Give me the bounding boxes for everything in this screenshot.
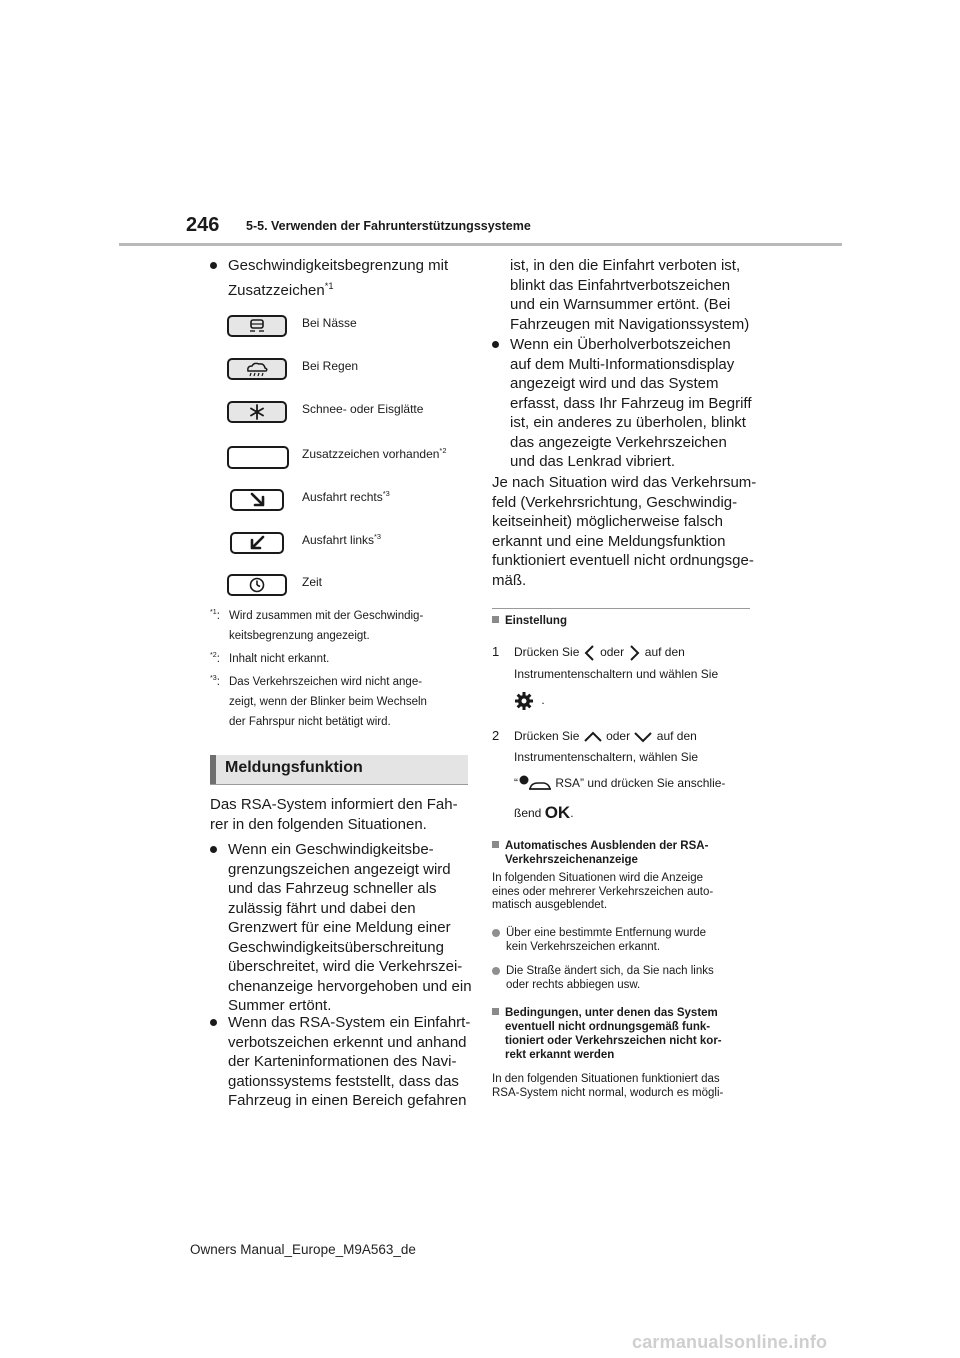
rsa-car-icon bbox=[518, 774, 552, 794]
bullet-line: ist, ein anderes zu überholen, blinkt bbox=[510, 414, 746, 431]
step-text: oder bbox=[600, 645, 625, 659]
step-text: auf den bbox=[644, 645, 685, 659]
footnote-line: Inhalt nicht erkannt. bbox=[229, 653, 330, 665]
bullet-line: und ein Warnsummer ertönt. (Bei bbox=[510, 296, 731, 313]
footnote-line: zeigt, wenn der Blinker beim Wechseln bbox=[229, 696, 427, 708]
item-line: Die Straße ändert sich, da Sie nach links bbox=[506, 965, 714, 977]
step-number: 2 bbox=[492, 728, 500, 743]
heading-text: rekt erkannt werden bbox=[505, 1049, 615, 1061]
bullet-no-entry-continued bbox=[492, 256, 749, 334]
heading-text: eventuell nicht ordnungsgemäß funk- bbox=[505, 1021, 711, 1033]
step-text: . bbox=[570, 806, 574, 820]
snowflake-icon bbox=[229, 403, 285, 421]
para-line: In den folgenden Situationen funktioniert das bbox=[492, 1073, 720, 1085]
circle-bullet-icon bbox=[492, 967, 500, 975]
auto-hide-item bbox=[492, 927, 706, 954]
sign-label-with-ref bbox=[302, 490, 390, 504]
chevron-up-icon bbox=[583, 730, 603, 744]
bullet-line: Summer ertönt. bbox=[228, 997, 332, 1014]
sign-label: Bei Regen bbox=[302, 359, 359, 373]
section-heading-text: Meldungsfunktion bbox=[225, 759, 363, 776]
item-line: oder rechts abbiegen usw. bbox=[506, 978, 641, 991]
para-line: Je nach Situation wird das Verkehrsum- bbox=[492, 474, 757, 491]
page-number: 246 bbox=[186, 214, 220, 236]
step-text: Drücken Sie bbox=[514, 645, 580, 659]
heading-text: tioniert oder Verkehrszeichen nicht kor- bbox=[505, 1035, 722, 1047]
heading-text: Verkehrszeichenanzeige bbox=[505, 854, 638, 866]
sign-label: Bei Nässe bbox=[302, 316, 357, 330]
sign-label: Zeit bbox=[302, 575, 323, 589]
bullet-dot bbox=[210, 1019, 217, 1026]
step-text: RSA” und drücken Sie anschlie- bbox=[555, 776, 726, 791]
step-text: Instrumentenschaltern und wählen Sie bbox=[514, 667, 719, 681]
bullet-line: der Karteninformationen des Navi- bbox=[228, 1053, 457, 1070]
section-heading bbox=[210, 755, 468, 784]
chevron-down-icon bbox=[633, 730, 653, 744]
bullet-line: und das Lenkrad vibriert. bbox=[510, 453, 676, 470]
circle-bullet-icon bbox=[492, 929, 500, 937]
sign-label-with-ref bbox=[302, 533, 381, 547]
bullet-line: Wenn das RSA-System ein Einfahrt- bbox=[228, 1014, 471, 1031]
bullet-line: angezeigt wird und das System bbox=[510, 375, 719, 392]
para-line: rer in den folgenden Situationen. bbox=[210, 815, 427, 833]
para-line: erkannt und eine Meldungsfunktion bbox=[492, 532, 726, 550]
para-line: eines oder mehrerer Verkehrszeichen auto- bbox=[492, 885, 714, 898]
bullet-no-overtaking bbox=[492, 335, 752, 472]
footnote-mark: *2 bbox=[210, 651, 217, 660]
bullet-line: verbotszeichen erkennt und anhand bbox=[228, 1033, 467, 1051]
para-line: RSA-System nicht normal, wodurch es mögli- bbox=[492, 1086, 724, 1099]
footer-title: Owners Manual_Europe_M9A563_de bbox=[190, 1242, 416, 1257]
subsection-rule bbox=[492, 608, 750, 609]
bullet-line: Geschwindigkeitsüberschreitung bbox=[228, 938, 444, 956]
heading-rule bbox=[210, 784, 468, 785]
intro-bullet-line2: Zusatzzeichen bbox=[228, 281, 325, 299]
footnote-line: keitsbegrenzung angezeigt. bbox=[229, 630, 370, 642]
item-line: Über eine bestimmte Entfernung wurde bbox=[506, 927, 707, 939]
section-title: 5-5. Verwenden der Fahrunterstützungssysteme bbox=[246, 219, 531, 233]
heading-text: Bedingungen, unter denen das System bbox=[505, 1007, 718, 1019]
situation-paragraph bbox=[492, 473, 756, 590]
step-text: ßend bbox=[514, 806, 542, 820]
bullet-line: grenzungszeichen angezeigt wird bbox=[228, 860, 451, 878]
watermark: carmanualsonline.info bbox=[632, 1332, 828, 1352]
auto-hide-text bbox=[492, 872, 713, 913]
sign-label-text: Zusatzzeichen vorhanden bbox=[302, 447, 440, 461]
footnote-ref: *3 bbox=[382, 489, 390, 498]
footnote-mark: *1 bbox=[210, 608, 217, 617]
blank-sign-icon bbox=[229, 448, 285, 466]
heading-text: Automatisches Ausblenden der RSA- bbox=[505, 840, 709, 852]
chevron-right-icon bbox=[627, 644, 641, 662]
bullet-line: ist, in den die Einfahrt verboten ist, bbox=[510, 257, 741, 274]
step-text: “ bbox=[514, 776, 518, 791]
bullet-line: Wenn ein Überholverbotszeichen bbox=[510, 336, 731, 353]
footnote-ref: *3 bbox=[374, 532, 382, 541]
sign-label-text: Ausfahrt links bbox=[302, 533, 375, 547]
para-line: In folgenden Situationen wird die Anzeige bbox=[492, 872, 703, 884]
bullet-dot bbox=[210, 846, 217, 853]
conditions-text bbox=[492, 1073, 723, 1100]
bullet-line: gationssystems feststellt, dass das bbox=[228, 1072, 459, 1090]
bullet-line: Grenzwert für eine Meldung einer bbox=[228, 919, 451, 936]
bullet-line: Fahrzeug in einen Bereich gefahren bbox=[228, 1092, 467, 1109]
footnote-line: Wird zusammen mit der Geschwindig- bbox=[229, 610, 424, 622]
heading-text: Einstellung bbox=[505, 615, 567, 627]
step-text: Drücken Sie bbox=[514, 729, 580, 743]
clock-icon bbox=[229, 576, 285, 594]
gear-icon bbox=[514, 691, 534, 711]
bullet-dot bbox=[210, 262, 217, 269]
step-text: . bbox=[541, 693, 545, 708]
footnote-ref: *1 bbox=[324, 280, 334, 291]
wet-road-icon bbox=[229, 317, 285, 335]
conditions-heading bbox=[492, 1006, 722, 1062]
bullet-line: blinkt das Einfahrtverbotszeichen bbox=[510, 276, 731, 294]
arrow-down-left-icon bbox=[232, 534, 282, 552]
auto-hide-heading bbox=[492, 839, 708, 867]
step-text: Instrumentenschaltern, wählen Sie bbox=[514, 750, 699, 764]
chevron-left-icon bbox=[583, 644, 597, 662]
square-bullet-icon bbox=[492, 616, 499, 623]
rain-cloud-icon bbox=[229, 360, 285, 378]
footnote-line: Das Verkehrszeichen wird nicht ange- bbox=[229, 676, 423, 688]
bullet-line: überschreitet, wird die Verkehrszei- bbox=[228, 958, 463, 975]
step-number: 1 bbox=[492, 644, 500, 659]
bullet-no-entry bbox=[210, 1013, 470, 1111]
intro-bullet bbox=[210, 256, 448, 300]
bullet-line: erfasst, dass Ihr Fahrzeug im Begriff bbox=[510, 394, 752, 412]
para-line: mäß. bbox=[492, 571, 527, 589]
item-line: kein Verkehrszeichen erkannt. bbox=[506, 940, 661, 953]
para-line: keitseinheit) möglicherweise falsch bbox=[492, 513, 723, 530]
sign-label-with-ref bbox=[302, 447, 446, 461]
bullet-line: Wenn ein Geschwindigkeitsbe- bbox=[228, 841, 434, 858]
step-text: oder bbox=[606, 729, 631, 743]
bullet-speed-warning bbox=[210, 840, 472, 1016]
para-line: feld (Verkehrsrichtung, Geschwindig- bbox=[492, 493, 738, 511]
bullet-line: auf dem Multi-Informationsdisplay bbox=[510, 355, 735, 373]
bullet-line: und das Fahrzeug schneller als bbox=[228, 880, 437, 897]
step-1 bbox=[492, 642, 762, 711]
bullet-dot bbox=[492, 341, 499, 348]
sign-label-text: Ausfahrt rechts bbox=[302, 490, 383, 504]
arrow-down-right-icon bbox=[232, 491, 282, 509]
square-bullet-icon bbox=[492, 841, 499, 848]
sign-label: Schnee- oder Eisglätte bbox=[302, 402, 424, 416]
step-text: auf den bbox=[656, 729, 697, 743]
bullet-line: zulässig fährt und dabei den bbox=[228, 899, 416, 917]
footnote-line: der Fahrspur nicht betätigt wird. bbox=[229, 716, 391, 728]
bullet-line: Fahrzeugen mit Navigationssystem) bbox=[510, 315, 750, 333]
einstellung-heading bbox=[492, 614, 567, 628]
bullet-line: chenanzeige hervorgehoben und ein bbox=[228, 977, 472, 995]
bullet-line: das angezeigte Verkehrszeichen bbox=[510, 433, 727, 451]
header-rule bbox=[119, 243, 842, 246]
para-line: funktioniert eventuell nicht ordnungsge- bbox=[492, 552, 754, 569]
intro-paragraph bbox=[210, 795, 458, 834]
intro-bullet-line1: Geschwindigkeitsbegrenzung mit bbox=[228, 257, 449, 274]
para-line: Das RSA-System informiert den Fah- bbox=[210, 796, 458, 813]
step-2 bbox=[492, 726, 762, 823]
ok-icon: OK bbox=[544, 803, 571, 822]
auto-hide-item bbox=[492, 965, 714, 992]
footnote-ref: *2 bbox=[439, 446, 447, 455]
footnote-mark: *3 bbox=[210, 674, 217, 683]
para-line: matisch ausgeblendet. bbox=[492, 899, 608, 911]
square-bullet-icon bbox=[492, 1008, 499, 1015]
